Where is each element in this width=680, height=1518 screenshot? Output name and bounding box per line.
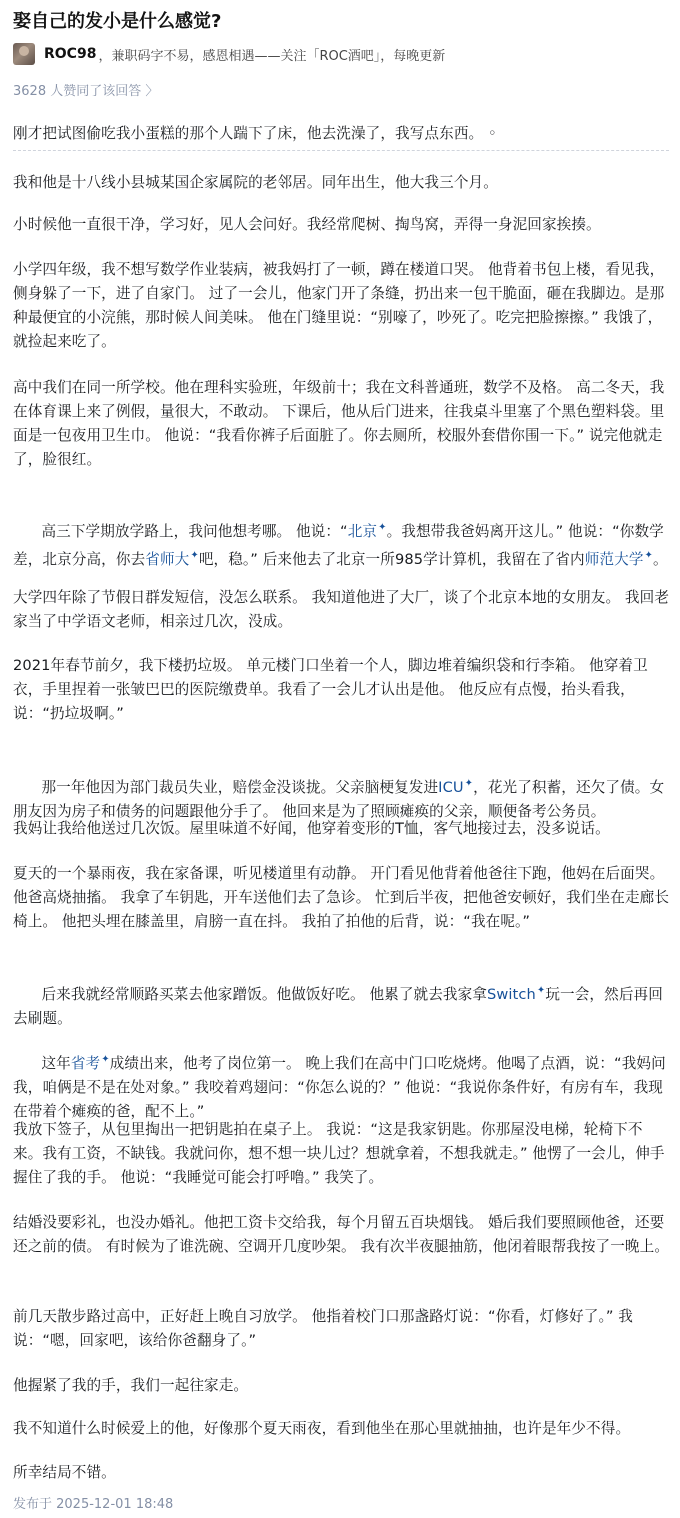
paragraph-text: 高三下学期放学路上，我问他想考哪。 他说：“ (41, 522, 348, 540)
paragraph: 夏天的一个暴雨夜，我在家备课，听见楼道里有动静。 开门看见他背着他爸往下跑，他妈在后面哭。他爸高烧抽搐。 我拿了车钥匙，开车送他们去了急诊。 忙到后半夜，把他爸安顿好，我们坐在走廊长椅上。 他把头埋在膝盖里，肩膀一直在抖。 我拍了拍他的后背，说：“我在呢。” (13, 865, 670, 930)
paragraph-text: 成绩出来，他考了岗位第一。 晚上我们在高中门口吃烧烤。他喝了点酒，说：“我妈问我，咱俩是不是在处对象。” 我咬着鸡翅问：“你怎么说的？” 他说：“我说你条件好，有房有车，我现在带着个瘫痪的爸，配不上。” (13, 1054, 666, 1120)
author-row (13, 43, 445, 65)
vote-count-link[interactable]: 3628 人赞同了该回答 〉 (13, 84, 159, 99)
link-beijing[interactable]: 北京 (347, 522, 378, 540)
author-name[interactable]: ROC98 (44, 46, 97, 62)
author-bio: ，兼职码字不易，感恩相遇——关注「ROC酒吧」，每晚更新 (98, 48, 446, 64)
paragraph: 他握紧了我的手，我们一起往家走。 (13, 1377, 249, 1394)
paragraph: 小时候他一直很干净，学习好，见人会问好。我经常爬树、掏鸟窝，弄得一身泥回家挨揍。 (13, 216, 601, 233)
link-provincial-normal[interactable]: 省师大 (145, 550, 190, 568)
publish-time[interactable]: 发布于 2025-12-01 18:48 (13, 1497, 174, 1512)
paragraph-text: 后来我就经常顺路买菜去他家蹭饭。他做饭好吃。 他累了就去我家拿 (41, 985, 487, 1003)
paragraph: 前几天散步路过高中，正好赶上晚自习放学。 他指着校门口那盏路灯说：“你看，灯修好了。” 我说：“嗯，回家吧，该给你爸翻身了。” (13, 1308, 633, 1349)
link-normal-university[interactable]: 师范大学 (584, 550, 644, 568)
paragraph-text: 。我想带我爸妈离开这儿。” 他说：“你数学差，北京分高，你去 (13, 522, 664, 568)
paragraph-text: 吧，稳。” 后来他去了北京一所985学计算机，我留在了省内 (198, 550, 585, 568)
paragraph-text: 那一年他因为部门裁员失业，赔偿金没谈拢。父亲脑梗复发进 (41, 778, 439, 796)
link-spark-icon: ✦ (101, 1054, 110, 1065)
link-spark-icon: ✦ (644, 549, 654, 561)
paragraph-text: ，花光了积蓄，还欠了债。女朋友因为房子和债务的问题跟他分手了。 他回来是为了照顾瘫痪的父亲，顺便备考公务员。 (13, 778, 665, 820)
link-spark-icon: ✦ (464, 778, 474, 789)
paragraph-text: 。 (653, 550, 668, 568)
link-spark-icon: ✦ (378, 522, 387, 533)
link-provincial-exam[interactable]: 省考 (70, 1054, 101, 1072)
divider (13, 150, 669, 151)
paragraph-text: 这年 (41, 1054, 71, 1072)
paragraph: 2021年春节前夕，我下楼扔垃圾。 单元楼门口坐着一个人，脚边堆着编织袋和行李箱。 他穿着卫衣，手里捏着一张皱巴巴的医院缴费单。我看了一会儿才认出是他。 他反应有点慢，抬头看我，说：“扔垃圾啊。” (13, 657, 648, 722)
paragraph: 小学四年级，我不想写数学作业装病，被我妈打了一顿，蹲在楼道口哭。 他背着书包上楼，看见我，侧身躲了一下，进了自家门。 过了一会儿，他家门开了条缝，扔出来一包干脆面，砸在我脚边。是那种最便宜的小浣熊，那时候人间美味。 他在门缝里说：“别嚎了，吵死了。吃完把脸擦擦。” 我饿了，就捡起来吃了。 (13, 261, 665, 350)
link-spark-icon: ✦ (536, 985, 546, 996)
paragraph: 我不知道什么时候爱上的他，好像那个夏天雨夜，看到他坐在那心里就抽抽，也许是年少不得。 (13, 1420, 631, 1437)
question-title[interactable]: 娶自己的发小是什么感觉? (13, 11, 222, 32)
paragraph: 高中我们在同一所学校。他在理科实验班，年级前十；我在文科普通班，数学不及格。 高二冬天，我在体育课上来了例假，量很大，不敢动。 下课后，他从后门进来，往我桌斗里塞了个黑色塑料袋。里面是一包夜用卫生巾。 他说：“我看你裤子后面脏了。你去厕所，校服外套借你围一下。” 说完他就走了，脸很红。 (13, 379, 665, 468)
avatar[interactable] (13, 43, 35, 65)
link-icu[interactable]: ICU (438, 778, 464, 796)
paragraph (13, 492, 669, 596)
paragraph: 刚才把试图偷吃我小蛋糕的那个人踹下了床，他去洗澡了，我写点东西。 ◦ (13, 125, 497, 142)
paragraph: 大学四年除了节假日群发短信，没怎么联系。 我知道他进了大厂，谈了个北京本地的女朋友。 我回老家当了中学语文老师，相亲过几次，没成。 (13, 589, 670, 630)
paragraph: 所幸结局不错。 (13, 1464, 116, 1481)
paragraph: 我放下签子，从包里掏出一把钥匙拍在桌子上。 我说：“这是我家钥匙。你那屋没电梯，轮椅下不来。我有工资，不缺钱。我就问你，想不想一块儿过？想就拿着，不想我就走。” 他愣了一会儿，伸手握住了我的手。 他说：“我睡觉可能会打呼噜。” 我笑了。 (13, 1121, 665, 1186)
link-switch[interactable]: Switch (487, 985, 536, 1003)
link-spark-icon: ✦ (190, 549, 199, 561)
paragraph: 结婚没要彩礼，也没办婚礼。他把工资卡交给我，每个月留五百块烟钱。 婚后我们要照顾他爸，还要还之前的债。 有时候为了谁洗碗、空调开几度吵架。 我有次半夜腿抽筋，他闭着眼帮我按了一晚上。 (13, 1214, 670, 1255)
paragraph-text: 玩一会，然后再回去刷题。 (13, 985, 663, 1027)
paragraph: 我和他是十八线小县城某国企家属院的老邻居。同年出生，他大我三个月。 (13, 174, 498, 191)
paragraph: 我妈让我给他送过几次饭。屋里味道不好闻，他穿着变形的T恤，客气地接过去，没多说话。 (13, 820, 610, 837)
